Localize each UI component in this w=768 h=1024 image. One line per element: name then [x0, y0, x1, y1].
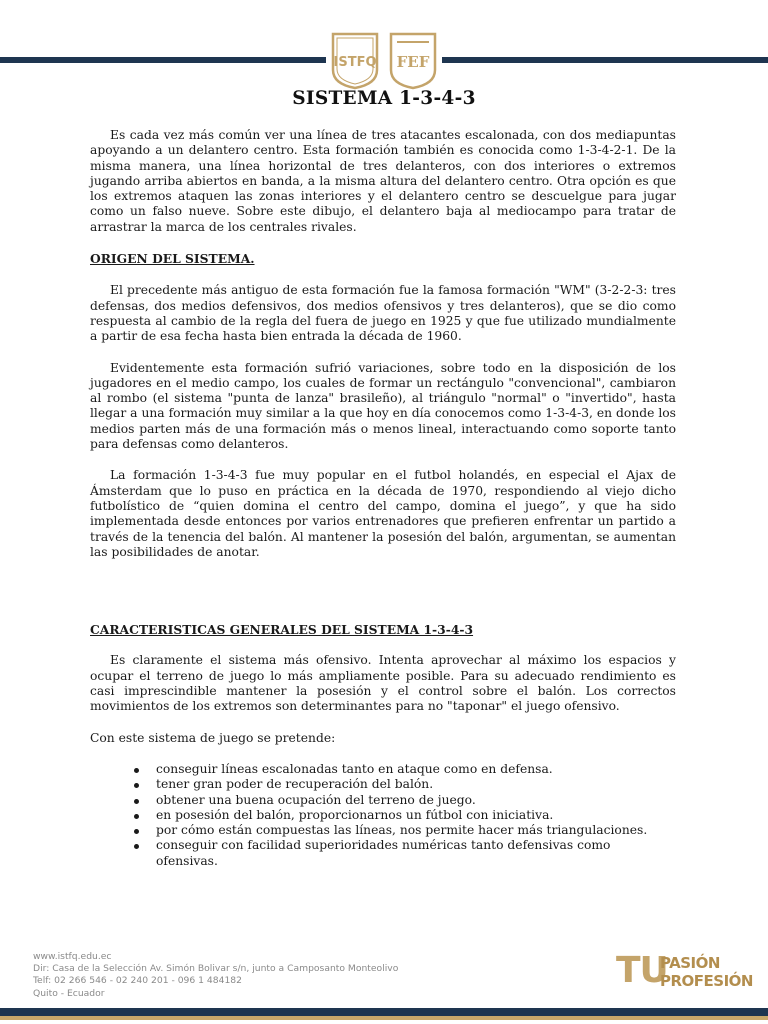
istfq-logo-text: ISTFQ — [333, 55, 377, 70]
caracteristicas-lead: Con este sistema de juego se pretende: — [90, 730, 336, 745]
bullet-icon — [134, 799, 139, 804]
list-item: tener gran poder de recuperación del balón. — [90, 777, 676, 792]
brand-line-1: PASIÓN — [660, 954, 720, 972]
footer-address: Dir: Casa de la Selección Av. Simón Bolivar s/n, junto a Camposanto Monteolivo — [33, 963, 399, 975]
list-item: por cómo están compuestas las líneas, nos permite hacer más triangulaciones. — [90, 823, 676, 838]
list-item: conseguir con facilidad superioridades numéricas tanto defensivas como ofensivas. — [90, 838, 676, 869]
footer-phone: Telf: 02 266 546 - 02 240 201 - 096 1 484182 — [33, 975, 242, 987]
bullet-icon — [134, 814, 139, 819]
brand-line-2: PROFESIÓN — [660, 972, 753, 990]
footer-contact — [33, 951, 398, 1000]
origen-paragraph-1: El precedente más antiguo de esta formación fue la famosa formación "WM" (3-2-2-3: tres defensas, dos medios defensivos, dos medios ofensivos y tres delanteros), que se dio como respuesta al cambio de la regla del fuera de juego en 1925 y que fue utilizado mundialmente a partir de esa fecha hasta bien entrada la década de 1960. — [90, 283, 676, 344]
brand-tu: TU — [616, 950, 668, 991]
header-band-left — [0, 57, 326, 63]
header-band-right — [442, 57, 768, 63]
list-item: obtener una buena ocupación del terreno de juego. — [90, 793, 676, 808]
section-heading-caracteristicas: CARACTERISTICAS GENERALES DEL SISTEMA 1-3-4-3 — [90, 622, 474, 638]
istfq-logo — [331, 30, 379, 90]
fef-logo — [389, 30, 437, 90]
list-item: en posesión del balón, proporcionarnos un fútbol con iniciativa. — [90, 808, 676, 823]
section-heading-origen: ORIGEN DEL SISTEMA. — [90, 251, 255, 267]
footer-city: Quito - Ecuador — [33, 987, 105, 999]
footer-band — [0, 1008, 768, 1024]
caracteristicas-paragraph: Es claramente el sistema más ofensivo. Intenta aprovechar al máximo los espacios y ocupar el terreno de juego lo más ampliamente posible. Para su adecuado rendimiento es casi imprescindible mantener la posesión y el control sobre el balón. Los correctos movimientos de los extremos son determinantes para no "taponar" el juego ofensivo. — [90, 653, 676, 714]
document-title: SISTEMA 1-3-4-3 — [292, 88, 476, 109]
list-item: conseguir líneas escalonadas tanto en ataque como en defensa. — [90, 762, 676, 777]
origen-paragraph-3: La formación 1-3-4-3 fue muy popular en el futbol holandés, en especial el Ajax de Ámsterdam que lo puso en práctica en la década de 1970, respondiendo al viejo dicho futbolístico de “quien domina el centro del campo, domina el juego”, y que ha sido implementada desde entonces por varios entrenadores que prefieren enfrentar un partido a través de la tenencia del balón. Al mantener la posesión del balón, argumentan, se aumentan las posibilidades de anotar. — [90, 468, 676, 559]
header-band — [0, 0, 768, 100]
brand-slogan — [616, 950, 753, 995]
footer-website[interactable]: www.istfq.edu.ec — [33, 951, 112, 962]
footer-band-navy — [0, 1008, 768, 1016]
objectives-list — [90, 762, 676, 869]
fef-logo-text: FEF — [396, 53, 430, 71]
bullet-icon — [134, 768, 139, 773]
intro-paragraph: Es cada vez más común ver una línea de tres atacantes escalonada, con dos mediapuntas apoyando a un delantero centro. Esta formación también es conocida como 1-3-4-2-1. De la misma manera, una línea horizontal de tres delanteros, con dos interiores o extremos jugando arriba abiertos en banda, a la misma altura del delantero centro. Otra opción es que los extremos ataquen las zonas interiores y el delantero centro se descuelgue para jugar como un falso nueve. Sobre este dibujo, el delantero baja al mediocampo para tratar de arrastrar la marca de los centrales rivales. — [90, 128, 676, 234]
origen-paragraph-2: Evidentemente esta formación sufrió variaciones, sobre todo en la disposición de los jugadores en el medio campo, los cuales de formar un rectángulo "convencional", cambiaron al rombo (el sistema "punta de lanza" brasileño), al triángulo "normal" o "invertido", hasta llegar a una formación muy similar a la que hoy en día conocemos como 1-3-4-3, en donde los medios parten más de una formación más o menos lineal, interactuando como soporte tanto para defensas como delanteros. — [90, 360, 676, 452]
footer-band-gold — [0, 1016, 768, 1020]
document-body — [90, 128, 676, 869]
